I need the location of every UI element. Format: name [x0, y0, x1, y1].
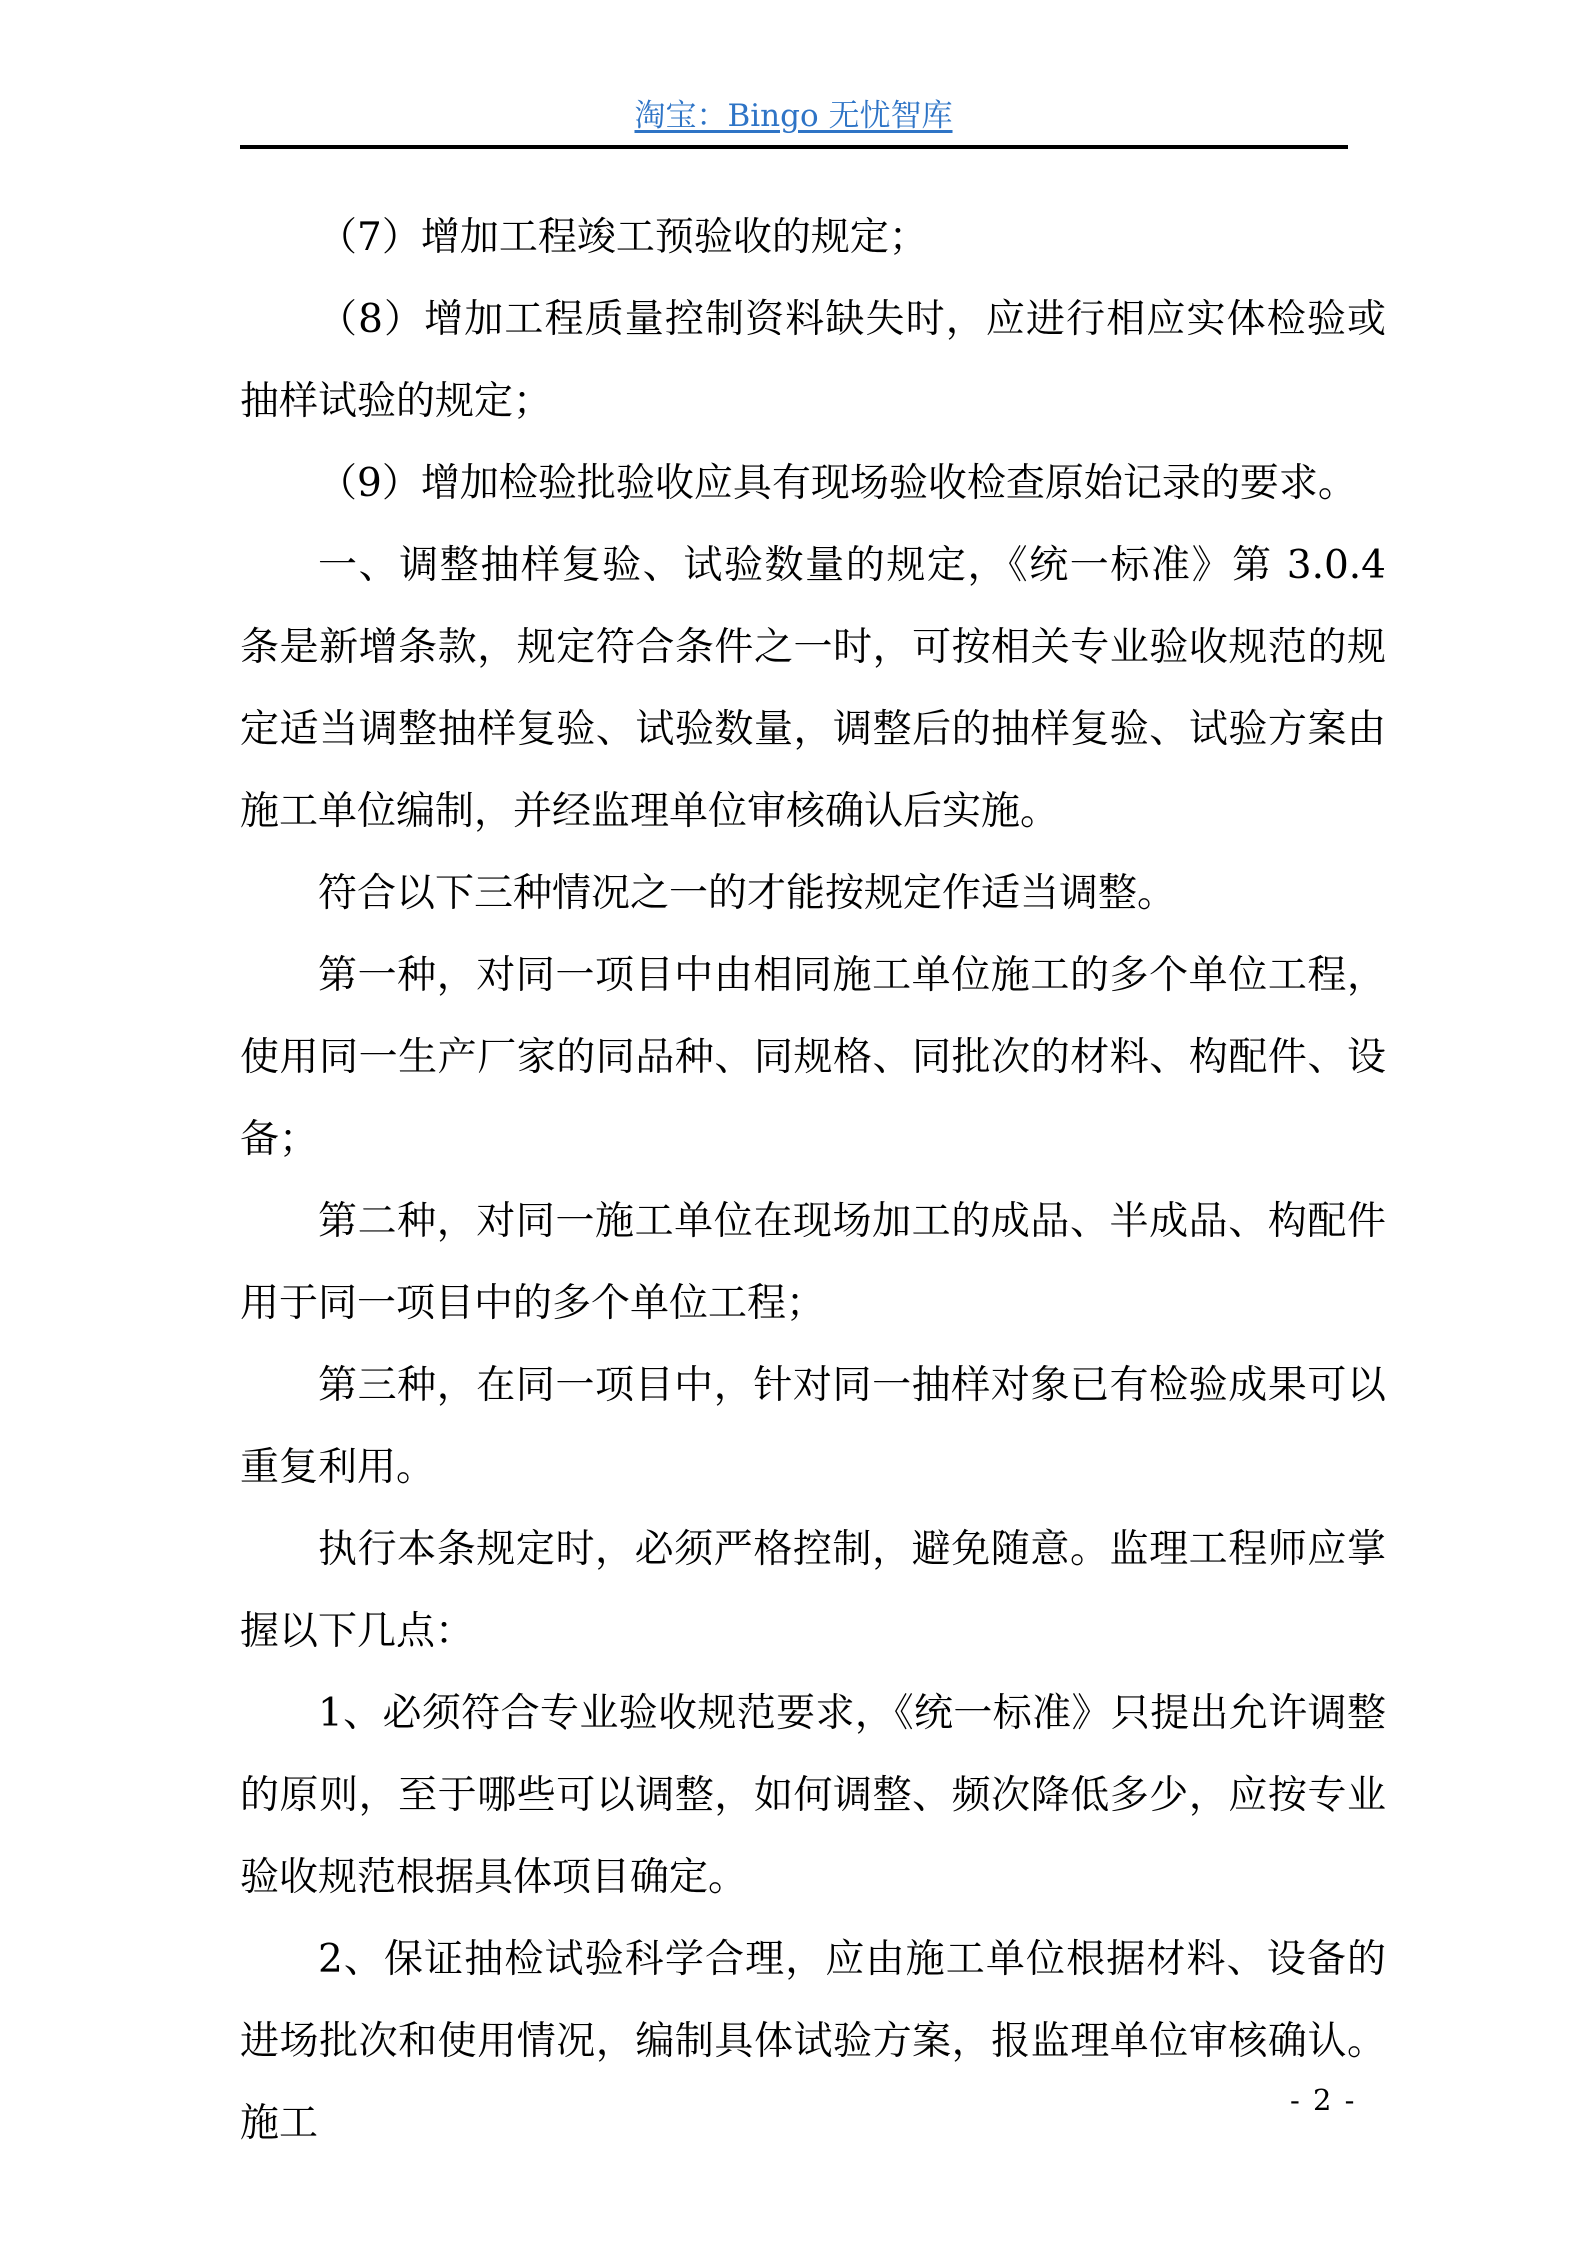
paragraph: 第三种，在同一项目中，针对同一抽样对象已有检验成果可以重复利用。 — [240, 1363, 1386, 1490]
paragraph: 第一种，对同一项目中由相同施工单位施工的多个单位工程，使用同一生产厂家的同品种、同规格、同批次的材料、构配件、设备； — [240, 953, 1386, 1162]
header-divider-rule — [240, 145, 1348, 149]
paragraph: （7）增加工程竣工预验收的规定； — [318, 215, 928, 260]
page-number: - 2 - — [1290, 2083, 1357, 2117]
paragraph: （8）增加工程质量控制资料缺失时，应进行相应实体检验或抽样试验的规定； — [240, 297, 1386, 424]
paragraph: 1、必须符合专业验收规范要求，《统一标准》只提出允许调整的原则，至于哪些可以调整，如何调整、频次降低多少，应按专业验收规范根据具体项目确定。 — [240, 1691, 1386, 1900]
paragraph: 第二种，对同一施工单位在现场加工的成品、半成品、构配件用于同一项目中的多个单位工程； — [240, 1199, 1386, 1326]
paragraph: 符合以下三种情况之一的才能按规定作适当调整。 — [318, 871, 1177, 916]
document-body — [240, 197, 1386, 2165]
paragraph: （9）增加检验批验收应具有现场验收检查原始记录的要求。 — [318, 461, 1357, 506]
paragraph: 2、保证抽检试验科学合理，应由施工单位根据材料、设备的进场批次和使用情况，编制具体试验方案，报监理单位审核确认。施工 — [240, 1937, 1386, 2146]
header-store-link[interactable]: 淘宝：Bingo 无忧智库 — [634, 98, 953, 134]
paragraph: 执行本条规定时，必须严格控制，避免随意。监理工程师应掌握以下几点： — [240, 1527, 1386, 1654]
page-header — [0, 97, 1587, 135]
paragraph: 一、调整抽样复验、试验数量的规定，《统一标准》第 3.0.4 条是新增条款，规定符合条件之一时，可按相关专业验收规范的规定适当调整抽样复验、试验数量，调整后的抽样复验、试验方案由施工单位编制，并经监理单位审核确认后实施。 — [240, 543, 1386, 834]
